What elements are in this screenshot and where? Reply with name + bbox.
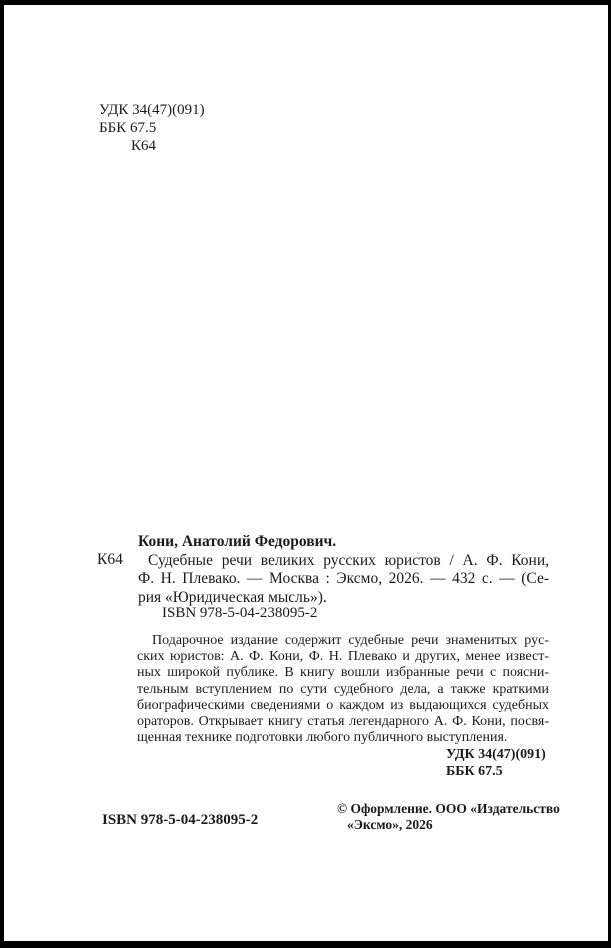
annotation bbox=[137, 633, 549, 746]
top-classification-codes bbox=[99, 102, 205, 155]
text-line: «Эксмо», 2026 bbox=[347, 816, 433, 832]
text-line: Судебные речи великих русских юристов / А. Ф. Кони, bbox=[148, 551, 549, 569]
copyright-notice bbox=[337, 801, 560, 832]
text-line: тельным вступлением по сути судебного дела, а также краткими bbox=[137, 681, 549, 697]
isbn-bottom: ISBN 978-5-04-238095-2 bbox=[102, 812, 259, 828]
bottom-classification-codes bbox=[446, 747, 546, 780]
text-line: щенная технике подготовки любого публичного выступления. bbox=[137, 730, 508, 746]
udk-code-bottom: УДК 34(47)(091) bbox=[446, 747, 546, 762]
bbk-code-bottom: ББК 67.5 bbox=[446, 763, 503, 779]
bbk-code: ББК 67.5 bbox=[99, 119, 157, 136]
author-heading: Кони, Анатолий Федорович. bbox=[138, 533, 337, 550]
udk-code: УДК 34(47)(091) bbox=[99, 102, 205, 118]
text-line: ных широкой публике. В книгу вошли избранные речи с поясни- bbox=[137, 665, 549, 681]
text-line: ораторов. Открывает книгу статья легендарного А. Ф. Кони, посвя- bbox=[137, 714, 549, 730]
catalog-margin-code: К64 bbox=[97, 551, 123, 568]
text-line: © Оформление. ООО «Издательство bbox=[337, 801, 560, 816]
author-sign-code: К64 bbox=[131, 137, 157, 154]
text-line: Ф. Н. Плевако. — Москва : Эксмо, 2026. — 432 с. — (Се- bbox=[138, 570, 549, 588]
text-line: ских юристов: А. Ф. Кони, Ф. Н. Плевако и других, менее извест- bbox=[137, 649, 549, 665]
isbn-top: ISBN 978-5-04-238095-2 bbox=[162, 605, 318, 621]
catalog-card bbox=[138, 533, 549, 607]
text-line: биографическими сведениями о каждом из выдающихся судебных bbox=[137, 697, 549, 713]
text-line: Подарочное издание содержит судебные речи знаменитых рус- bbox=[152, 633, 549, 648]
text-line: рия «Юридическая мысль»). bbox=[138, 588, 327, 606]
bibliographic-description bbox=[138, 552, 549, 608]
